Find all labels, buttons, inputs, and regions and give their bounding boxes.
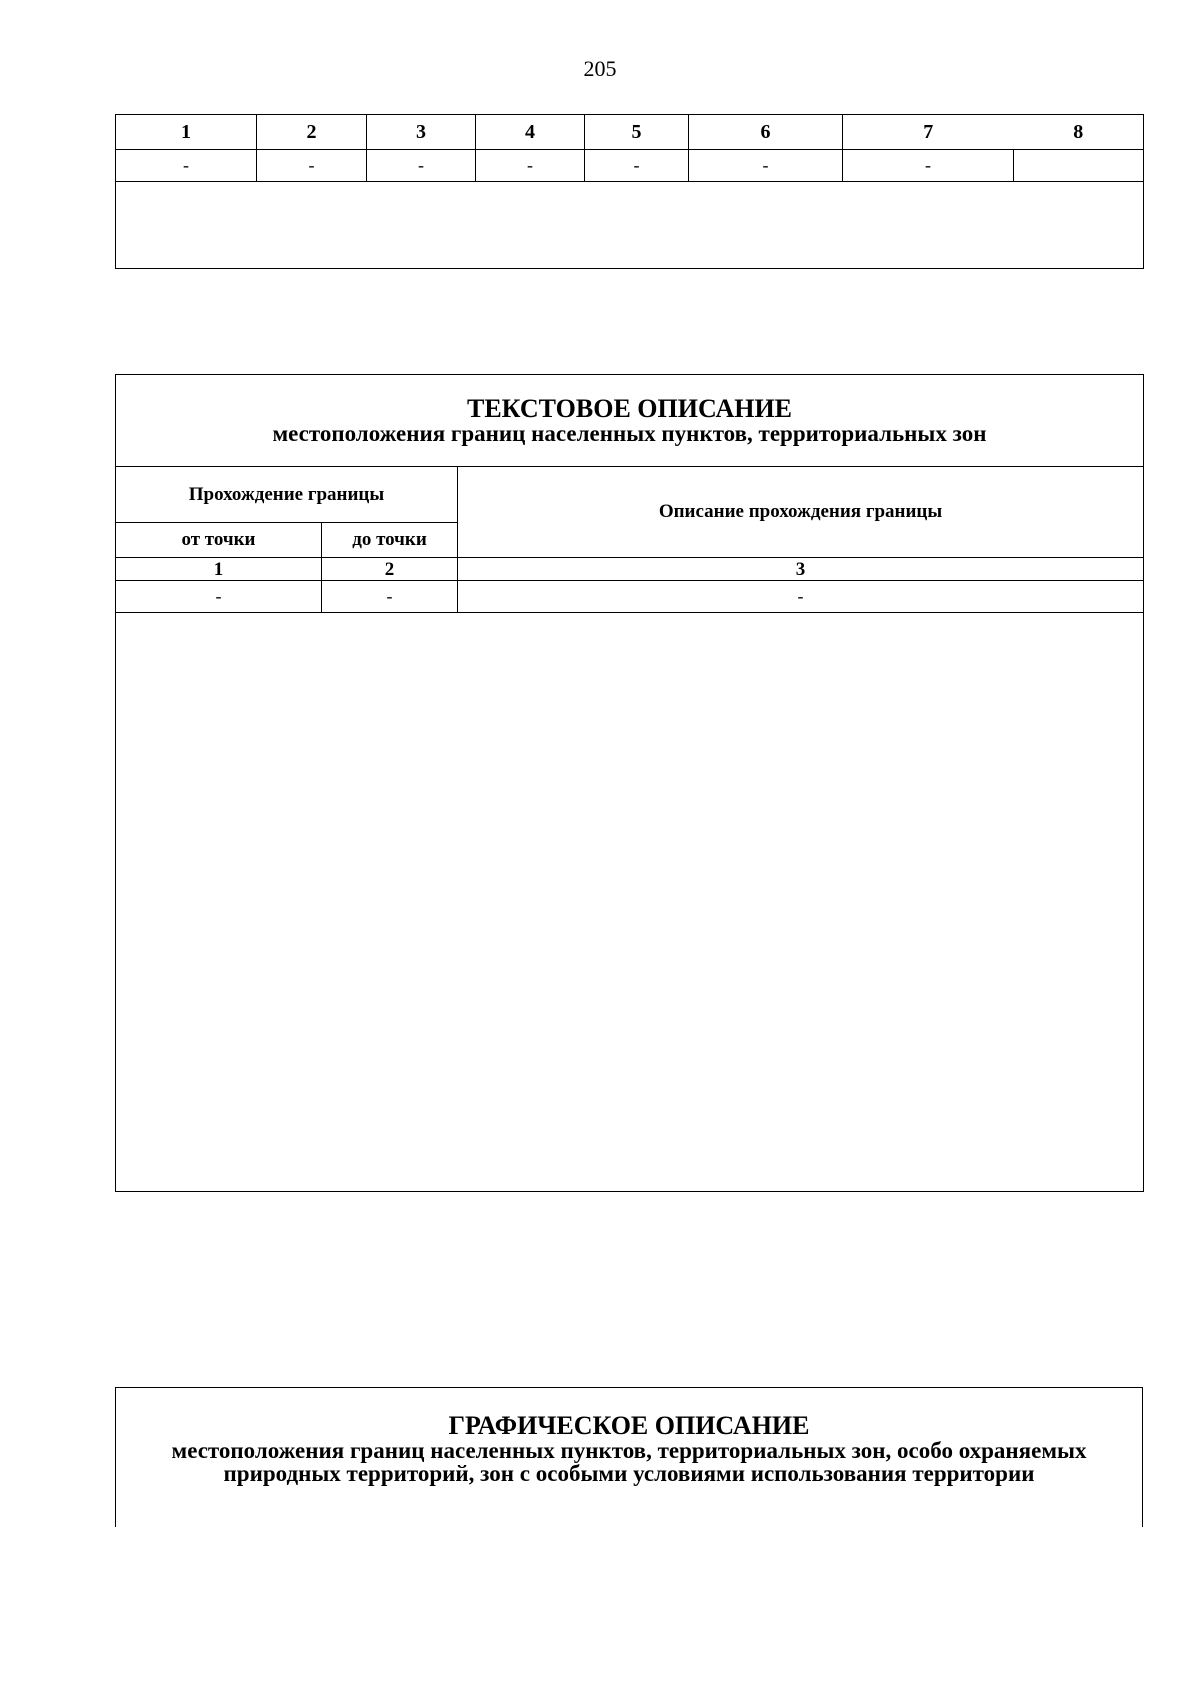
table-cell xyxy=(1014,150,1144,182)
column-header: 8 xyxy=(1014,115,1144,150)
section-title: ТЕКСТОВОЕ ОПИСАНИЕ xyxy=(467,393,793,423)
section-subtitle: местоположения границ населенных пунктов, территориальных зон, особо охраняемых природных территорий, зон с особыми условиями использования территории xyxy=(171,1438,1087,1486)
column-group-header: Прохождение границы xyxy=(116,467,458,523)
column-header: 6 xyxy=(689,115,843,150)
table-cell: - xyxy=(585,150,689,182)
text-description-table xyxy=(115,374,1144,1192)
table-cell: - xyxy=(116,581,322,613)
table-empty-row xyxy=(116,182,1144,269)
page-number: 205 xyxy=(583,56,617,81)
column-number: 3 xyxy=(458,558,1144,581)
table-cell: - xyxy=(367,150,476,182)
table-cell: - xyxy=(116,150,257,182)
coordinates-table xyxy=(115,114,1144,269)
empty-cell xyxy=(116,613,1144,1192)
table-header-row xyxy=(116,115,1144,150)
table-cell: - xyxy=(322,581,458,613)
section-title-cell xyxy=(116,375,1144,467)
column-header-to: до точки xyxy=(322,523,458,558)
column-number: 2 xyxy=(322,558,458,581)
table-row xyxy=(116,581,1144,613)
table-cell: - xyxy=(257,150,367,182)
section-subtitle: местоположения границ населенных пунктов, территориальных зон xyxy=(272,420,987,446)
table-cell: - xyxy=(476,150,585,182)
column-header: 7 xyxy=(843,115,1014,150)
column-header: 1 xyxy=(116,115,257,150)
graphic-description-box xyxy=(115,1387,1143,1527)
table-row xyxy=(116,150,1144,182)
column-header: 3 xyxy=(367,115,476,150)
table-cell: - xyxy=(843,150,1014,182)
column-header: 5 xyxy=(585,115,689,150)
table-cell: - xyxy=(689,150,843,182)
section-title: ГРАФИЧЕСКОЕ ОПИСАНИЕ xyxy=(448,1411,810,1440)
column-number-row xyxy=(116,558,1144,581)
empty-cell xyxy=(116,182,1144,269)
table-cell: - xyxy=(458,581,1144,613)
column-header: 2 xyxy=(257,115,367,150)
column-header-description: Описание прохождения границы xyxy=(458,467,1144,558)
column-header-from: от точки xyxy=(116,523,322,558)
column-number: 1 xyxy=(116,558,322,581)
column-header: 4 xyxy=(476,115,585,150)
table-empty-row xyxy=(116,613,1144,1192)
